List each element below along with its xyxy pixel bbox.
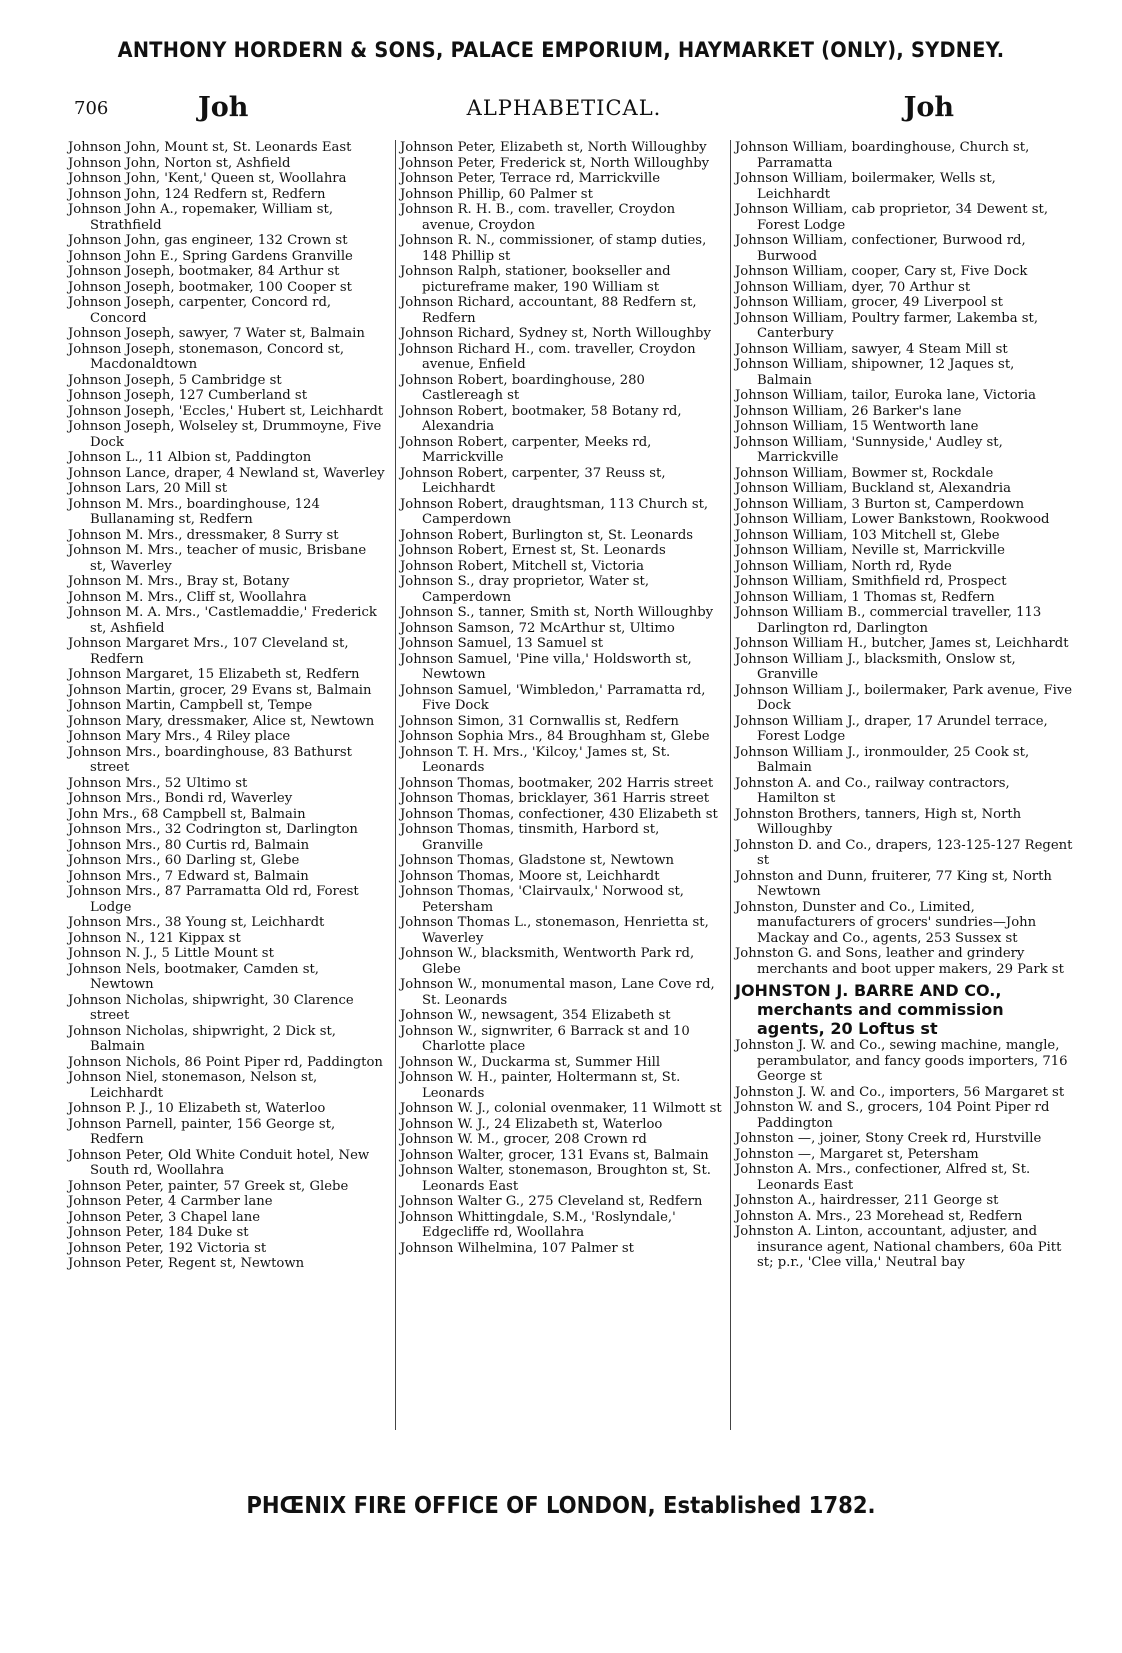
directory-entry: Johnson Mrs., 32 Codrington st, Darlington — [68, 822, 358, 837]
directory-columns — [68, 140, 1073, 1430]
directory-entry: Johnston A. Mrs., confectioner, Alfred st, St. Leonards East — [735, 1162, 1031, 1193]
directory-entry: Johnson Mrs., boardinghouse, 83 Bathurst street — [68, 744, 352, 775]
directory-entry: Johnston A. and Co., railway contractors, Hamilton st — [735, 775, 1010, 806]
directory-entry: Johnson Martin, grocer, 29 Evans st, Balmain — [68, 682, 372, 698]
directory-entry: Johnston A. Mrs., 23 Morehead st, Redfern — [735, 1208, 1023, 1224]
directory-entry: Johnson William, 'Sunnyside,' Audley st, Marrickville — [735, 434, 1003, 465]
page-number: 706 — [74, 98, 109, 119]
footer-advertisement: PHŒNIX FIRE OFFICE OF LONDON, Established 1782. — [246, 1493, 876, 1519]
directory-entry: Johnston J. W. and Co., importers, 56 Margaret st — [735, 1084, 1065, 1100]
directory-entry: Johnson Samuel, 13 Samuel st — [400, 636, 604, 651]
directory-entry: Johnson W. J., 24 Elizabeth st, Waterloo — [400, 1116, 663, 1132]
directory-entry: Johnson William J., ironmoulder, 25 Cook st, Balmain — [735, 744, 1030, 775]
directory-entry: Johnson John, Mount st, St. Leonards East — [68, 140, 352, 155]
advertisement-banner: ANTHONY HORDERN & SONS, PALACE EMPORIUM, HAYMARKET (ONLY), SYDNEY. — [117, 38, 1005, 62]
directory-entry: Johnson Mary Mrs., 4 Riley place — [68, 729, 291, 744]
directory-entry: Johnson William, 15 Wentworth lane — [735, 419, 979, 434]
directory-column-1 — [68, 140, 386, 1430]
directory-entry: Johnston A., hairdresser, 211 George st — [735, 1193, 999, 1208]
directory-entry: Johnson Thomas, tinsmith, Harbord st, Granville — [400, 822, 660, 853]
directory-entry: Johnson William, boilermaker, Wells st, Leichhardt — [735, 171, 996, 202]
directory-entry: Johnson William, shipowner, 12 Jaques st, Balmain — [735, 357, 1015, 388]
directory-entry: Johnston Brothers, tanners, High st, North Willoughby — [735, 806, 1022, 837]
directory-entry: Johnson Joseph, carpenter, Concord rd, Concord — [68, 295, 332, 326]
directory-entry: Johnson Ralph, stationer, bookseller and pictureframe maker, 190 William st — [400, 264, 671, 295]
directory-entry: Johnson M. Mrs., Cliff st, Woollahra — [68, 589, 307, 605]
directory-entry: Johnson Margaret, 15 Elizabeth st, Redfern — [68, 667, 360, 682]
directory-entry: Johnson Richard H., com. traveller, Croydon avenue, Enfield — [400, 341, 696, 372]
directory-entry: Johnson Martin, Campbell st, Tempe — [68, 698, 313, 713]
directory-entry: Johnson Sophia Mrs., 84 Broughham st, Glebe — [400, 729, 710, 744]
directory-entry: Johnson Mrs., 80 Curtis rd, Balmain — [68, 837, 310, 853]
directory-column-2 — [395, 140, 722, 1430]
directory-entry: JOHNSTON J. BARRE AND CO., merchants and commission agents, 20 Loftus st — [735, 981, 1004, 1038]
directory-entry: Johnson Niel, stonemason, Nelson st, Leichhardt — [68, 1070, 318, 1101]
directory-entry: Johnson William J., blacksmith, Onslow st, Granville — [735, 651, 1016, 682]
directory-entry: Johnston J. W. and Co., sewing machine, mangle, perambulator, and fancy goods importers, 716 George st — [735, 1038, 1068, 1084]
directory-entry: Johnson William, cab proprietor, 34 Dewent st, Forest Lodge — [735, 202, 1049, 233]
directory-entry: Johnson Peter, 3 Chapel lane — [68, 1209, 261, 1225]
directory-entry: Johnson Whittingdale, S.M., 'Roslyndale,' Edgecliffe rd, Woollahra — [400, 1209, 676, 1240]
directory-entry: Johnson N., 121 Kippax st — [68, 930, 241, 946]
directory-entry: Johnson M. Mrs., Bray st, Botany — [68, 574, 290, 589]
directory-entry: Johnson Mrs., 52 Ultimo st — [68, 775, 248, 791]
directory-entry: Johnson William, dyer, 70 Arthur st — [735, 279, 971, 295]
directory-entry: Johnson Robert, carpenter, 37 Reuss st, Leichhardt — [400, 465, 666, 496]
directory-entry: Johnson W., signwriter, 6 Barrack st and 10 Charlotte place — [400, 1023, 690, 1054]
directory-entry: Johnson Robert, bootmaker, 58 Botany rd, Alexandria — [400, 403, 682, 434]
directory-entry: Johnson William, 103 Mitchell st, Glebe — [735, 527, 1000, 543]
directory-entry: Johnson Peter, 4 Carmber lane — [68, 1194, 273, 1209]
directory-entry: Johnson Joseph, 'Eccles,' Hubert st, Leichhardt — [68, 403, 384, 419]
directory-entry: Johnson Samson, 72 McArthur st, Ultimo — [400, 620, 675, 636]
directory-entry: Johnson John A., ropemaker, William st, Strathfield — [68, 202, 334, 233]
directory-entry: Johnson Joseph, 5 Cambridge st — [68, 372, 282, 388]
directory-entry: Johnson William, 1 Thomas st, Redfern — [735, 589, 995, 605]
directory-entry: Johnson S., dray proprietor, Water st, Camperdown — [400, 574, 650, 605]
directory-entry: Johnson William, Lower Bankstown, Rookwood — [735, 512, 1050, 527]
directory-entry: Johnson W. H., painter, Holtermann st, St. Leonards — [400, 1070, 681, 1101]
directory-entry: Johnson Lars, 20 Mill st — [68, 481, 228, 496]
directory-column-3 — [730, 140, 1073, 1430]
directory-entry: Johnson William, Smithfield rd, Prospect — [735, 574, 1007, 589]
running-head-left: Joh — [198, 92, 249, 123]
directory-entry: Johnson W., Duckarma st, Summer Hill — [400, 1054, 661, 1070]
directory-entry: Johnson William B., commercial traveller, 113 Darlington rd, Darlington — [735, 605, 1042, 636]
directory-entry: Johnson Lance, draper, 4 Newland st, Waverley — [68, 465, 385, 481]
directory-entry: Johnson Walter, stonemason, Broughton st, St. Leonards East — [400, 1163, 711, 1194]
directory-entry: Johnson R. N., commissioner, of stamp duties, 148 Phillip st — [400, 233, 707, 264]
directory-entry: Johnson Walter, grocer, 131 Evans st, Balmain — [400, 1147, 709, 1163]
directory-entry: Johnson Nicholas, shipwright, 30 Clarence street — [68, 992, 354, 1023]
directory-entry: Johnson Walter G., 275 Cleveland st, Redfern — [400, 1194, 703, 1209]
directory-entry: Johnston A. Linton, accountant, adjuster, and insurance agent, National chambers, 60a Pitt st; p.r., 'Clee villa,' Neutral bay — [735, 1224, 1062, 1270]
directory-entry: Johnson Nels, bootmaker, Camden st, Newtown — [68, 961, 319, 992]
directory-entry: Johnson M. Mrs., dressmaker, 8 Surry st — [68, 527, 339, 543]
directory-entry: Johnson Mrs., 87 Parramatta Old rd, Forest Lodge — [68, 884, 359, 915]
directory-entry: Johnson W., blacksmith, Wentworth Park rd, Glebe — [400, 946, 695, 977]
directory-entry: Johnston and Dunn, fruiterer, 77 King st, North Newtown — [735, 868, 1052, 899]
directory-entry: Johnson W., newsagent, 354 Elizabeth st — [400, 1008, 671, 1023]
directory-entry: Johnson Margaret Mrs., 107 Cleveland st, Redfern — [68, 636, 349, 667]
directory-entry: Johnson Peter, Old White Conduit hotel, New South rd, Woollahra — [68, 1147, 370, 1178]
directory-entry: Johnson John, Norton st, Ashfield — [68, 155, 291, 171]
directory-entry: Johnson Robert, Burlington st, St. Leonards — [400, 527, 694, 543]
directory-entry: Johnson Joseph, bootmaker, 84 Arthur st — [68, 264, 340, 279]
directory-entry: Johnson William, Bowmer st, Rockdale — [735, 465, 994, 481]
directory-entry: Johnson L., 11 Albion st, Paddington — [68, 450, 312, 465]
directory-entry: Johnson Nicholas, shipwright, 2 Dick st, Balmain — [68, 1023, 336, 1054]
directory-entry: Johnson Simon, 31 Cornwallis st, Redfern — [400, 713, 679, 729]
directory-entry: Johnson Thomas, 'Clairvaulx,' Norwood st, Petersham — [400, 884, 684, 915]
directory-entry: Johnson W. J., colonial ovenmaker, 11 Wilmott st — [400, 1101, 722, 1116]
directory-entry: Johnson Thomas, bricklayer, 361 Harris street — [400, 791, 710, 806]
directory-entry: Johnson Thomas, confectioner, 430 Elizabeth st — [400, 806, 718, 822]
directory-entry: Johnson Phillip, 60 Palmer st — [400, 186, 593, 202]
directory-entry: Johnson Joseph, Wolseley st, Drummoyne, Five Dock — [68, 419, 382, 450]
directory-entry: Johnson M. A. Mrs., 'Castlemaddie,' Frederick st, Ashfield — [68, 605, 377, 636]
directory-entry: Johnson Joseph, stonemason, Concord st, Macdonaldtown — [68, 341, 345, 372]
running-head-right: Joh — [903, 92, 954, 123]
directory-entry: Johnson Thomas, Moore st, Leichhardt — [400, 868, 660, 884]
directory-entry: Johnson S., tanner, Smith st, North Willoughby — [400, 605, 714, 620]
page-header — [74, 94, 1054, 126]
directory-entry: Johnson Mrs., Bondi rd, Waverley — [68, 791, 293, 806]
directory-entry: Johnson Peter, painter, 57 Greek st, Glebe — [68, 1178, 349, 1194]
directory-entry: Johnson M. Mrs., boardinghouse, 124 Bullanaming st, Redfern — [68, 496, 320, 527]
directory-entry: Johnson R. H. B., com. traveller, Croydon avenue, Croydon — [400, 202, 676, 233]
directory-entry: Johnson Joseph, sawyer, 7 Water st, Balmain — [68, 326, 365, 341]
directory-entry: Johnson William H., butcher, James st, Leichhardt — [735, 636, 1069, 651]
directory-entry: Johnson William, 26 Barker's lane — [735, 403, 962, 419]
directory-entry: Johnson William, boardinghouse, Church st, Parramatta — [735, 140, 1030, 171]
directory-entry: Johnson Parnell, painter, 156 George st, Redfern — [68, 1116, 336, 1147]
directory-entry: Johnson William, grocer, 49 Liverpool st — [735, 295, 1003, 310]
directory-entry: Johnson Mrs., 60 Darling st, Glebe — [68, 853, 300, 868]
directory-entry: Johnson W. M., grocer, 208 Crown rd — [400, 1132, 647, 1147]
directory-entry: Johnson William, Buckland st, Alexandria — [735, 481, 1011, 496]
directory-entry: Johnson Thomas L., stonemason, Henrietta st, Waverley — [400, 915, 709, 946]
directory-entry: Johnson Thomas, Gladstone st, Newtown — [400, 853, 675, 868]
directory-entry: John Mrs., 68 Campbell st, Balmain — [68, 806, 306, 822]
directory-entry: Johnson Robert, carpenter, Meeks rd, Marrickville — [400, 434, 652, 465]
directory-entry: Johnson Samuel, 'Wimbledon,' Parramatta rd, Five Dock — [400, 682, 706, 713]
directory-entry: Johnson W., monumental mason, Lane Cove rd, St. Leonards — [400, 977, 715, 1008]
directory-entry: Johnson William, cooper, Cary st, Five Dock — [735, 264, 1028, 279]
directory-entry: Johnson Richard, Sydney st, North Willoughby — [400, 326, 711, 341]
directory-entry: Johnson Peter, Terrace rd, Marrickville — [400, 171, 661, 186]
directory-entry: Johnson Robert, Mitchell st, Victoria — [400, 558, 645, 574]
directory-entry: Johnson William, confectioner, Burwood rd, Burwood — [735, 233, 1026, 264]
directory-entry: Johnston —, joiner, Stony Creek rd, Hurstville — [735, 1131, 1042, 1146]
section-title: ALPHABETICAL. — [466, 96, 662, 120]
directory-entry: Johnson Peter, 192 Victoria st — [68, 1240, 267, 1256]
directory-entry: Johnson John, 'Kent,' Queen st, Woollahra — [68, 171, 347, 186]
directory-entry: Johnson Mary, dressmaker, Alice st, Newtown — [68, 713, 375, 729]
directory-entry: Johnson Nichols, 86 Point Piper rd, Paddington — [68, 1054, 383, 1070]
directory-entry: Johnson Peter, Frederick st, North Willoughby — [400, 155, 710, 171]
directory-entry: Johnson Robert, boardinghouse, 280 Castlereagh st — [400, 372, 645, 403]
directory-entry: Johnson Peter, 184 Duke st — [68, 1225, 249, 1240]
directory-entry: Johnson William, Neville st, Marrickville — [735, 543, 1005, 558]
directory-entry: Johnson Mrs., 7 Edward st, Balmain — [68, 868, 309, 884]
directory-entry: Johnson Peter, Elizabeth st, North Willoughby — [400, 140, 707, 155]
directory-entry: Johnston —, Margaret st, Petersham — [735, 1146, 979, 1162]
directory-entry: Johnson Joseph, 127 Cumberland st — [68, 388, 307, 403]
directory-entry: Johnson William, sawyer, 4 Steam Mill st — [735, 341, 1008, 357]
directory-entry: Johnston D. and Co., drapers, 123-125-127 Regent st — [735, 837, 1073, 868]
directory-entry: Johnson Robert, draughtsman, 113 Church st, Camperdown — [400, 496, 709, 527]
directory-entry: Johnson Joseph, bootmaker, 100 Cooper st — [68, 279, 352, 295]
directory-entry: Johnson William, tailor, Euroka lane, Victoria — [735, 388, 1037, 403]
directory-entry: Johnson Richard, accountant, 88 Redfern st, Redfern — [400, 295, 697, 326]
directory-entry: Johnson John E., Spring Gardens Granville — [68, 248, 353, 264]
directory-entry: Johnston W. and S., grocers, 104 Point Piper rd Paddington — [735, 1100, 1050, 1131]
directory-entry: Johnson Wilhelmina, 107 Palmer st — [400, 1240, 634, 1256]
directory-entry: Johnson William, North rd, Ryde — [735, 558, 952, 574]
directory-entry: Johnson Robert, Ernest st, St. Leonards — [400, 543, 666, 558]
directory-entry: Johnson William J., boilermaker, Park avenue, Five Dock — [735, 682, 1073, 713]
directory-entry: Johnston G. and Sons, leather and grindery merchants and boot upper makers, 29 Park st — [735, 946, 1064, 977]
directory-entry: Johnson M. Mrs., teacher of music, Brisbane st, Waverley — [68, 543, 367, 574]
directory-entry: Johnson Mrs., 38 Young st, Leichhardt — [68, 915, 325, 930]
directory-entry: Johnson John, 124 Redfern st, Redfern — [68, 186, 326, 202]
directory-entry: Johnson John, gas engineer, 132 Crown st — [68, 233, 348, 248]
directory-entry: Johnson William, Poultry farmer, Lakemba st, Canterbury — [735, 310, 1039, 341]
directory-entry: Johnson T. H. Mrs., 'Kilcoy,' James st, St. Leonards — [400, 744, 671, 775]
directory-entry: Johnson N. J., 5 Little Mount st — [68, 946, 274, 961]
directory-entry: Johnson Samuel, 'Pine villa,' Holdsworth st, Newtown — [400, 651, 692, 682]
directory-entry: Johnson William J., draper, 17 Arundel terrace, Forest Lodge — [735, 713, 1048, 744]
directory-entry: Johnson Peter, Regent st, Newtown — [68, 1256, 305, 1271]
directory-entry: Johnson William, 3 Burton st, Camperdown — [735, 496, 1025, 512]
directory-entry: Johnston, Dunster and Co., Limited, manufacturers of grocers' sundries—John Mackay and Co., agents, 253 Sussex st — [735, 899, 1037, 946]
directory-entry: Johnson P. J., 10 Elizabeth st, Waterloo — [68, 1101, 326, 1116]
directory-entry: Johnson Thomas, bootmaker, 202 Harris street — [400, 775, 714, 791]
